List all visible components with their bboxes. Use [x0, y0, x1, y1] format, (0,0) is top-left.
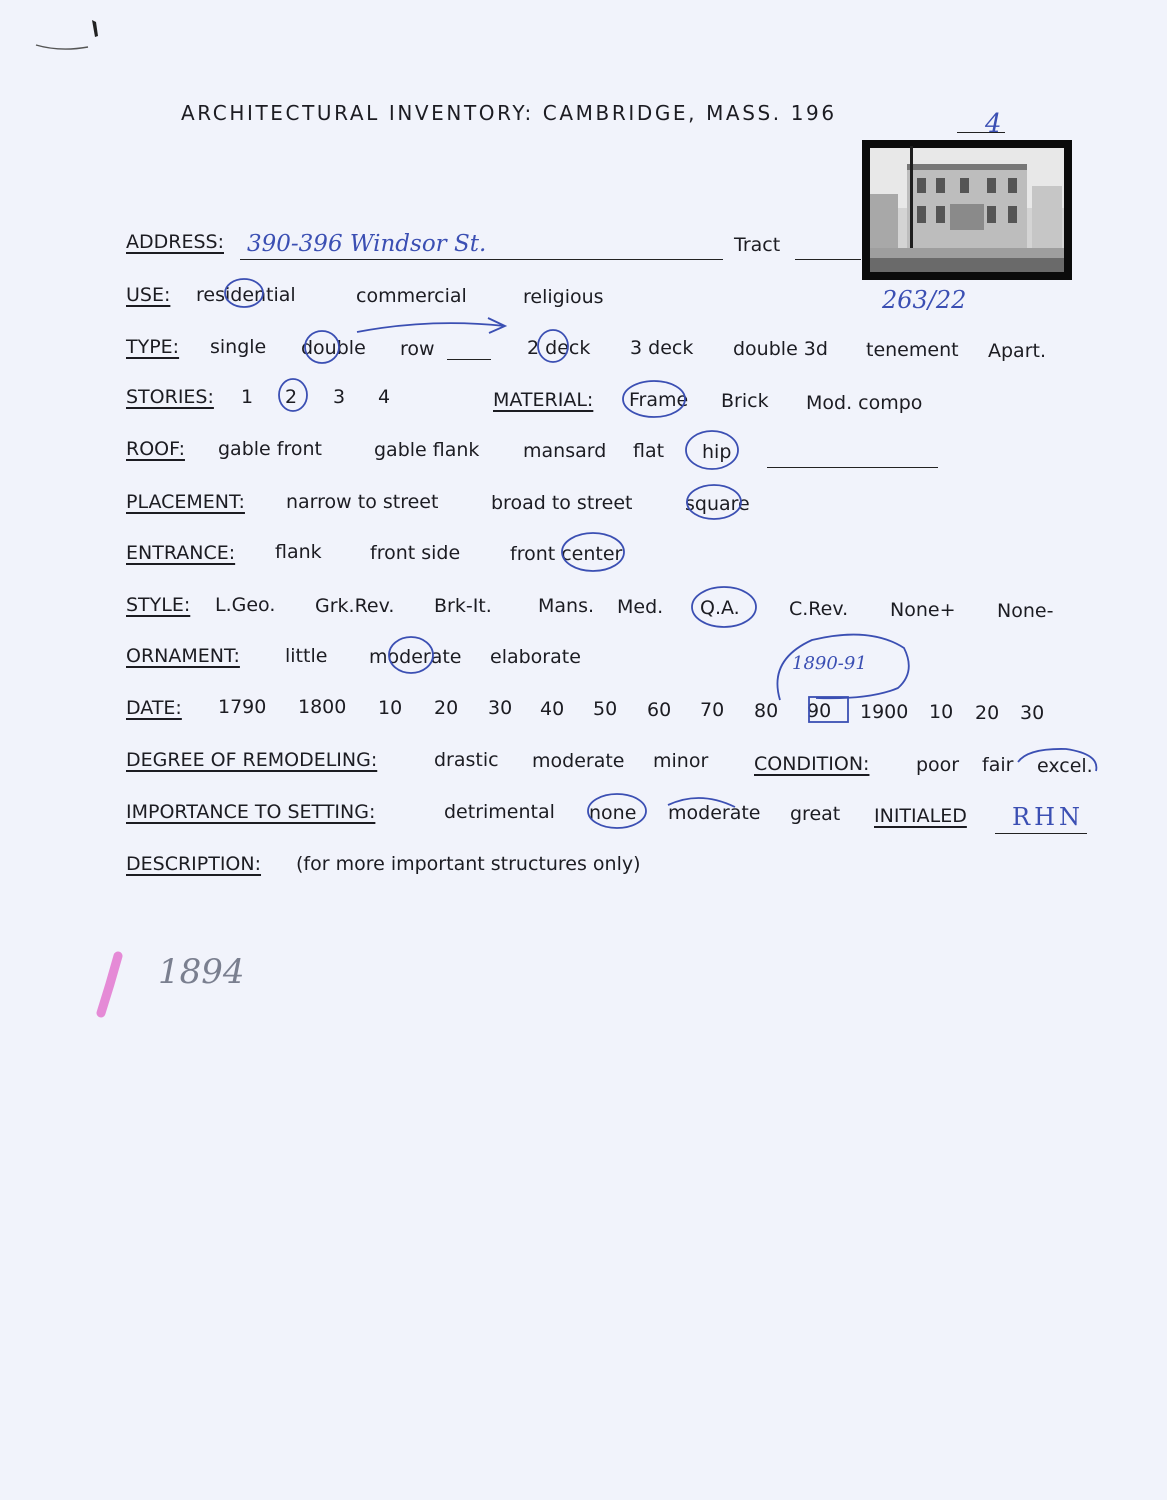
ornament-option-little: little [285, 645, 328, 667]
style-option-mans: Mans. [538, 595, 595, 617]
date-option-1930: 30 [1020, 702, 1045, 724]
date-option-20: 20 [434, 697, 459, 719]
ornament-option-moderate: moderate [369, 646, 462, 668]
material-option-frame: Frame [629, 389, 689, 411]
date-option-50: 50 [593, 698, 618, 720]
material-option-brick: Brick [721, 390, 769, 412]
date-option-70: 70 [700, 699, 725, 721]
placement-option-narrow: narrow to street [286, 491, 439, 513]
roof-option-gable-front: gable front [218, 438, 322, 460]
handwritten-date-note: 1890-91 [792, 653, 867, 674]
style-option-none-plus: None+ [890, 599, 956, 621]
style-option-brkit: Brk-It. [434, 595, 492, 617]
roof-option-flat: flat [633, 440, 665, 462]
handwritten-address: 390-396 Windsor St. [247, 231, 487, 257]
type-option-double: double [301, 337, 366, 359]
importance-option-detrimental: detrimental [444, 801, 555, 823]
type-option-row: row [400, 338, 435, 360]
pink-pencil-mark [101, 956, 118, 1013]
date-option-1900: 1900 [860, 701, 909, 723]
roof-blank-line [767, 467, 938, 468]
house-photo [862, 140, 1072, 280]
form-title: ARCHITECTURAL INVENTORY: CAMBRIDGE, MASS. 196 [181, 101, 837, 125]
initialed-label: INITIALED [874, 805, 967, 827]
row-blank-line [447, 359, 491, 360]
date-option-1910: 10 [929, 701, 954, 723]
type-option-apart: Apart. [988, 340, 1047, 362]
style-option-grkrev: Grk.Rev. [315, 595, 395, 617]
type-label: TYPE: [126, 336, 180, 358]
roof-option-mansard: mansard [523, 440, 607, 462]
date-label: DATE: [126, 697, 182, 719]
condition-option-excel: excel. [1037, 755, 1093, 777]
material-label: MATERIAL: [493, 389, 594, 411]
importance-option-moderate: moderate [668, 802, 761, 824]
entrance-option-front-side: front side [370, 542, 461, 564]
description-label: DESCRIPTION: [126, 853, 262, 875]
importance-label: IMPORTANCE TO SETTING: [126, 801, 376, 823]
remodeling-option-minor: minor [653, 750, 709, 772]
date-option-10: 10 [378, 697, 403, 719]
importance-option-great: great [790, 803, 841, 825]
use-label: USE: [126, 284, 171, 306]
condition-option-fair: fair [982, 754, 1014, 776]
use-option-commercial: commercial [356, 285, 467, 307]
handwritten-tract-number: 263/22 [882, 286, 967, 314]
style-option-crev: C.Rev. [789, 598, 849, 620]
address-blank-line [240, 259, 723, 260]
date-option-40: 40 [540, 698, 565, 720]
entrance-option-flank: flank [275, 541, 322, 563]
address-label: ADDRESS: [126, 231, 224, 253]
initials-blank-line [995, 833, 1087, 834]
handwritten-initials: RHN [1012, 803, 1084, 831]
type-option-3-deck: 3 deck [630, 337, 694, 359]
type-option-tenement: tenement [866, 339, 959, 361]
stories-label: STORIES: [126, 386, 214, 408]
pencil-year-note: 1894 [158, 952, 245, 992]
remodeling-label: DEGREE OF REMODELING: [126, 749, 378, 771]
style-option-none-minus: None- [997, 600, 1054, 622]
roof-option-hip: hip [702, 441, 732, 463]
roof-label: ROOF: [126, 438, 185, 460]
use-option-religious: religious [523, 286, 604, 308]
style-label: STYLE: [126, 594, 191, 616]
date-option-30: 30 [488, 697, 513, 719]
type-option-double-3d: double 3d [733, 338, 828, 360]
remodeling-option-moderate: moderate [532, 750, 625, 772]
date-option-60: 60 [647, 699, 672, 721]
material-option-mod-compo: Mod. compo [806, 392, 923, 414]
style-option-lgeo: L.Geo. [215, 594, 276, 616]
style-option-qa: Q.A. [700, 597, 740, 619]
placement-label: PLACEMENT: [126, 491, 245, 513]
year-blank-line [957, 132, 1005, 133]
date-option-1800: 1800 [298, 696, 347, 718]
description-note: (for more important structures only) [296, 853, 641, 875]
date-option-90: 90 [807, 700, 832, 722]
date-option-1790: 1790 [218, 696, 267, 718]
ornament-option-elaborate: elaborate [490, 646, 581, 668]
stories-option-4: 4 [378, 386, 391, 408]
corner-tick-mark [92, 20, 98, 37]
use-option-residential: residential [196, 284, 296, 306]
remodeling-option-drastic: drastic [434, 749, 499, 771]
placement-option-broad: broad to street [491, 492, 633, 514]
type-option-single: single [210, 336, 267, 358]
ornament-label: ORNAMENT: [126, 645, 240, 667]
condition-option-poor: poor [916, 754, 960, 776]
entrance-option-front-center: front center [510, 543, 623, 565]
stories-option-1: 1 [241, 386, 254, 408]
corner-scribble [36, 45, 88, 49]
roof-option-gable-flank: gable flank [374, 439, 480, 461]
placement-option-square: square [685, 493, 750, 515]
tract-blank-line [795, 259, 861, 260]
importance-option-none: none [589, 802, 637, 824]
tract-label: Tract [734, 234, 781, 256]
date-option-80: 80 [754, 700, 779, 722]
entrance-label: ENTRANCE: [126, 542, 236, 564]
type-option-2-deck: 2 deck [527, 337, 591, 359]
stories-option-3: 3 [333, 386, 346, 408]
style-option-med: Med. [617, 596, 664, 618]
condition-label: CONDITION: [754, 753, 870, 775]
arrow-double-to-deck [357, 318, 505, 333]
stories-option-2: 2 [285, 386, 298, 408]
date-option-1920: 20 [975, 702, 1000, 724]
handwritten-year-digit: 4 [985, 109, 1002, 139]
